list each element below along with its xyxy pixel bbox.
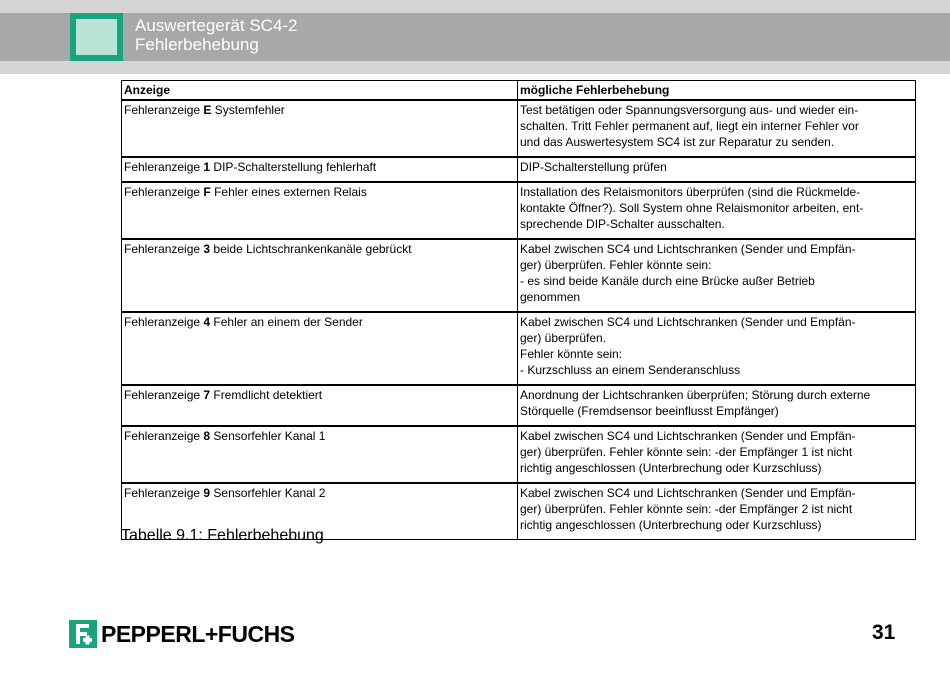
table-row [122,182,916,239]
page-number: 31 [872,621,896,644]
error-display-cell: Fehleranzeige 7 Fremdlicht detektiert [122,385,518,426]
error-table [121,80,916,540]
document-title: Auswertegerät SC4-2 [135,16,298,35]
error-code: F [203,185,211,199]
remedy-cell: Kabel zwischen SC4 und Lichtschranken (Sender und Empfän- ger) überprüfen. Fehler könnte sein: - Kurzschluss an einem Senderanschluss [518,312,916,385]
table-caption: Tabelle 9.1: Fehlerbehebung [121,527,324,544]
remedy-cell: Kabel zwischen SC4 und Lichtschranken (Sender und Empfän- ger) überprüfen. Fehler könnte sein: -der Empfänger 1 ist nicht richtig angeschlossen (Unterbrechung oder Kurzschluss) [518,426,916,483]
column-header-remedy: mögliche Fehlerbehebung [518,81,916,101]
table-row [122,100,916,157]
remedy-cell: Kabel zwischen SC4 und Lichtschranken (Sender und Empfän- ger) überprüfen. Fehler könnte sein: -der Empfänger 2 ist nicht richtig angeschlossen (Unterbrechung oder Kurzschluss) [518,483,916,540]
error-display-cell: Fehleranzeige E Systemfehler [122,100,518,157]
error-code: 3 [203,242,211,256]
table-row [122,385,916,426]
brand-name: PEPPERL+FUCHS [101,620,295,647]
table-row [122,426,916,483]
error-code: 9 [203,486,211,500]
table-row [122,157,916,182]
error-code: 8 [203,429,211,443]
error-code: 7 [203,388,211,402]
error-display-cell: Fehleranzeige 4 Fehler an einem der Sender [122,312,518,385]
error-code: 1 [203,160,211,174]
section-title: Fehlerbehebung [135,35,259,54]
error-display-cell: Fehleranzeige 9 Sensorfehler Kanal 2 [122,483,518,540]
table-row [122,239,916,312]
error-code: 4 [203,315,211,329]
remedy-cell: Anordnung der Lichtschranken überprüfen; Störung durch externe Störquelle (Fremdsensor beeinflusst Empfänger) [518,385,916,426]
remedy-cell: Test betätigen oder Spannungsversorgung aus- und wieder ein- schalten. Tritt Fehler permanent auf, liegt ein interner Fehler vor und das Auswertesystem SC4 ist zur Reparatur zu senden. [518,100,916,157]
header-square-inner [76,19,117,55]
table-header-row [122,81,916,101]
column-header-display: Anzeige [122,81,518,101]
header-bottom-strip [0,61,950,74]
error-display-cell: Fehleranzeige F Fehler eines externen Relais [122,182,518,239]
header-square-icon [70,13,123,61]
error-display-cell: Fehleranzeige 1 DIP-Schalterstellung fehlerhaft [122,157,518,182]
table-row [122,312,916,385]
error-display-cell: Fehleranzeige 8 Sensorfehler Kanal 1 [122,426,518,483]
header-top-strip [0,0,950,13]
error-code: E [203,103,212,117]
remedy-cell: DIP-Schalterstellung prüfen [518,157,916,182]
error-display-cell: Fehleranzeige 3 beide Lichtschrankenkanäle gebrückt [122,239,518,312]
remedy-cell: Kabel zwischen SC4 und Lichtschranken (Sender und Empfän- ger) überprüfen. Fehler könnte sein: - es sind beide Kanäle durch eine Brücke außer Betrieb genommen [518,239,916,312]
brand-logo [69,619,295,649]
pepperl-fuchs-logo-icon [69,620,97,648]
remedy-cell: Installation des Relaismonitors überprüfen (sind die Rückmelde- kontakte Öffner?). Soll System ohne Relaismonitor arbeiten, ent- sprechende DIP-Schalter ausschalten. [518,182,916,239]
